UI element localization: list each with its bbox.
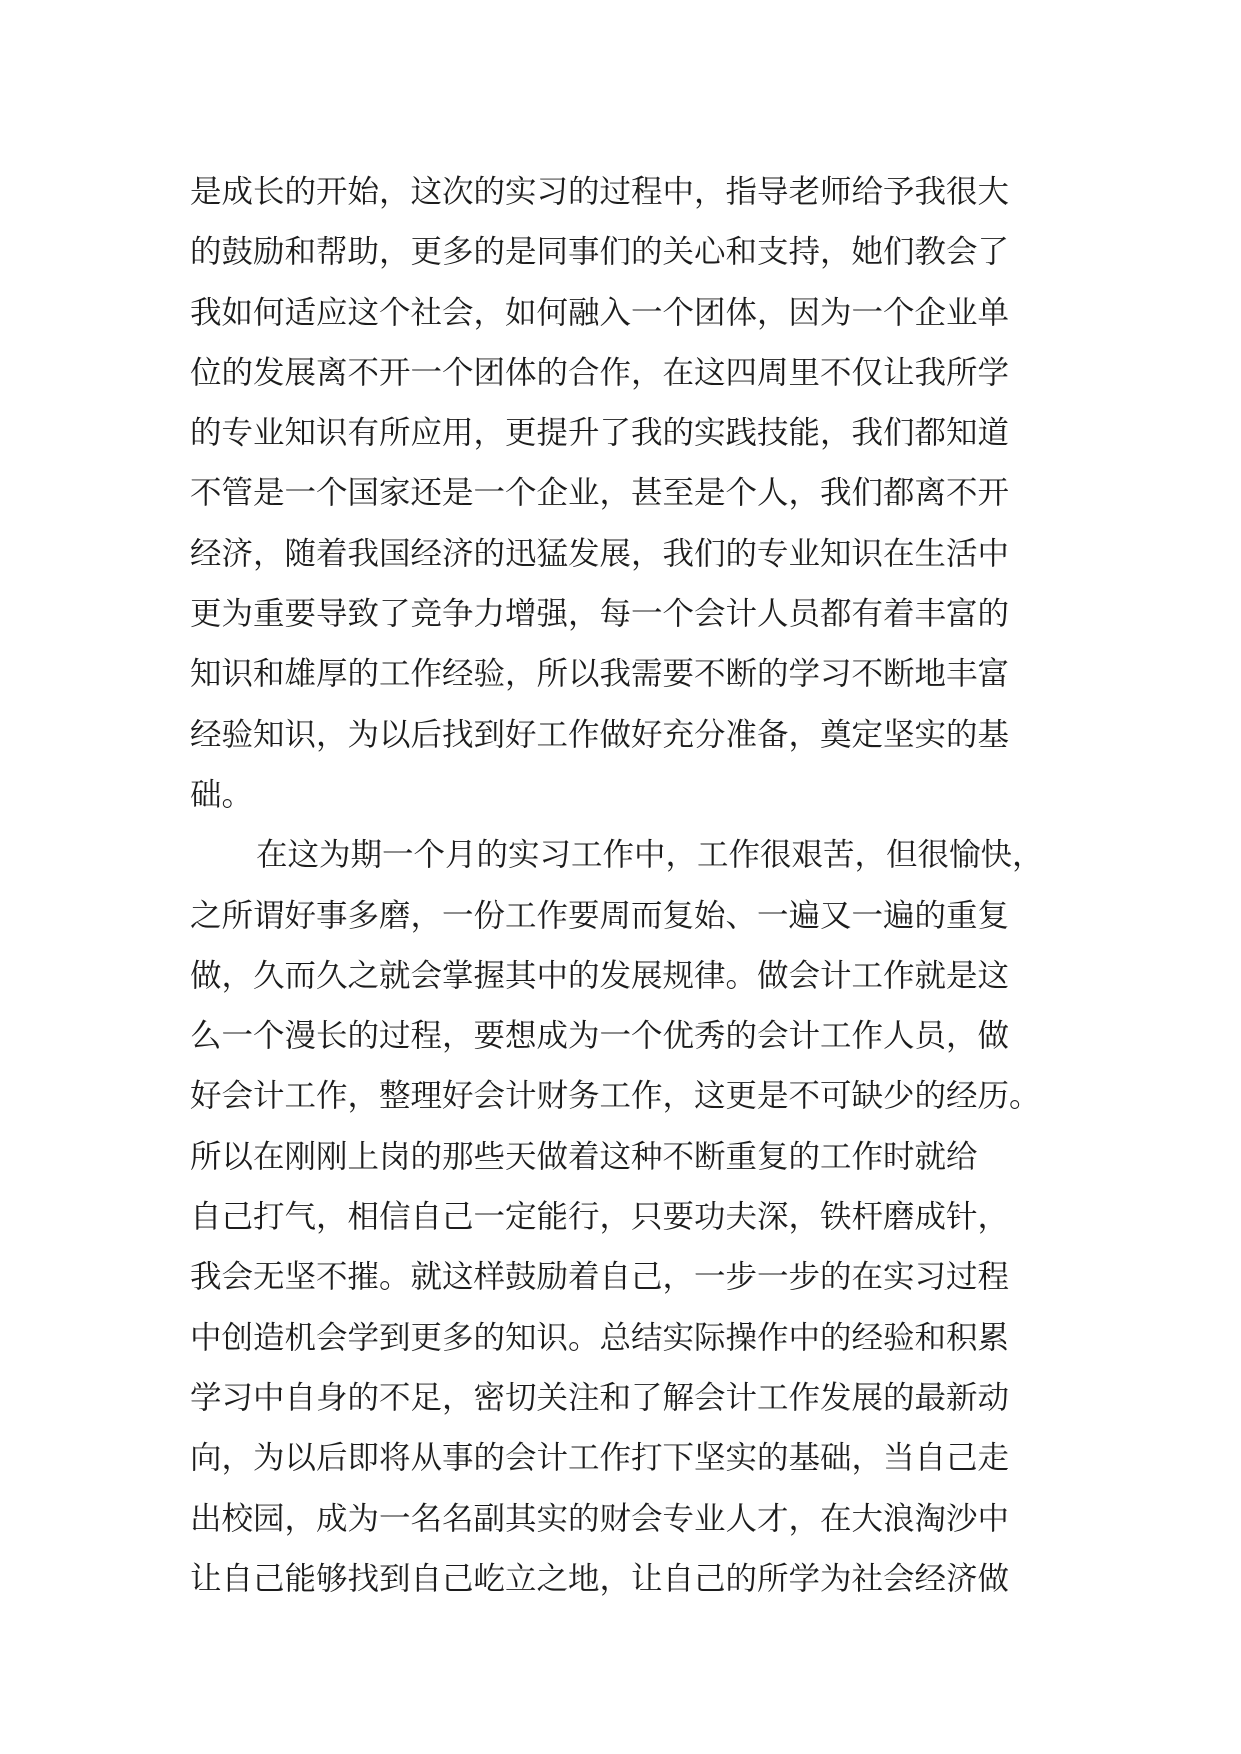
text-line: 经验知识，为以后找到好工作做好充分准备，奠定坚实的基 xyxy=(190,716,1010,753)
text-line: 的鼓励和帮助，更多的是同事们的关心和支持，她们教会了 xyxy=(190,234,1010,271)
text-line: 中创造机会学到更多的知识。总结实际操作中的经验和积累 xyxy=(190,1319,1010,1356)
text-line: 出校园，成为一名名副其实的财会专业人才，在大浪淘沙中 xyxy=(190,1500,1010,1537)
text-line: 让自己能够找到自己屹立之地，让自己的所学为社会经济做 xyxy=(190,1560,1010,1597)
text-line: 是成长的开始，这次的实习的过程中，指导老师给予我很大 xyxy=(190,174,1010,210)
text-line: 我会无坚不摧。就这样鼓励着自己，一步一步的在实习过程 xyxy=(190,1259,1010,1296)
text-line: 做，久而久之就会掌握其中的发展规律。做会计工作就是这 xyxy=(190,957,1010,994)
text-line: 经济，随着我国经济的迅猛发展，我们的专业知识在生活中 xyxy=(190,535,1010,572)
paragraph-1 xyxy=(190,162,1070,825)
text-line: 么一个漫长的过程，要想成为一个优秀的会计工作人员，做 xyxy=(190,1018,1010,1055)
text-line: 础。 xyxy=(190,776,254,813)
text-line: 好会计工作，整理好会计财务工作，这更是不可缺少的经历。 xyxy=(190,1078,1041,1115)
text-line: 的专业知识有所应用，更提升了我的实践技能，我们都知道 xyxy=(190,415,1010,452)
text-line: 学习中自身的不足，密切关注和了解会计工作发展的最新动 xyxy=(190,1379,1010,1416)
text-line-first: 在这为期一个月的实习工作中，工作很艰苦，但很愉快， xyxy=(256,837,1044,874)
text-line: 我如何适应这个社会，如何融入一个团体，因为一个企业单 xyxy=(190,294,1010,331)
document-body xyxy=(190,162,1070,1609)
text-line: 位的发展离不开一个团体的合作，在这四周里不仅让我所学 xyxy=(190,354,1010,391)
text-line: 更为重要导致了竞争力增强，每一个会计人员都有着丰富的 xyxy=(190,596,1010,633)
text-line: 自己打气，相信自己一定能行，只要功夫深，铁杆磨成针， xyxy=(190,1199,1010,1236)
paragraph-2 xyxy=(190,825,1070,1609)
text-line: 之所谓好事多磨，一份工作要周而复始、一遍又一遍的重复 xyxy=(190,897,1010,934)
text-line: 不管是一个国家还是一个企业，甚至是个人，我们都离不开 xyxy=(190,475,1010,512)
text-line: 知识和雄厚的工作经验，所以我需要不断的学习不断地丰富 xyxy=(190,656,1010,693)
text-line: 所以在刚刚上岗的那些天做着这种不断重复的工作时就给 xyxy=(190,1138,978,1175)
text-line: 向，为以后即将从事的会计工作打下坚实的基础，当自己走 xyxy=(190,1440,1010,1477)
